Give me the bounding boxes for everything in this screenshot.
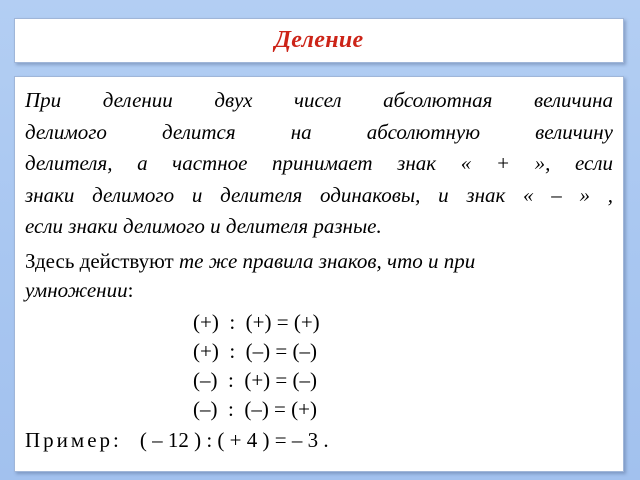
slide-title: Деление [274, 27, 364, 53]
sign-rule: (–) : (+) = (–) [193, 367, 317, 392]
rule-intro-part1: Здесь действуют [25, 248, 179, 273]
rule-intro-part2: те же правила знаков, что и при [178, 248, 476, 273]
sign-rule: (+) : (–) = (–) [193, 338, 317, 363]
sign-rule: (–) : (–) = (+) [193, 396, 317, 421]
example-line [25, 426, 613, 455]
sign-rule: (+) : (+) = (+) [193, 309, 320, 334]
paragraph-line: При делении двух чисел абсолютная величина [25, 88, 613, 112]
content-box [14, 76, 624, 472]
paragraph-line: если знаки делимого и делителя разные. [25, 214, 382, 238]
rule-intro [25, 247, 613, 305]
rule-intro-part3: умножении [25, 277, 128, 302]
example-label: Пример: [25, 427, 122, 452]
rule-paragraph [25, 85, 613, 243]
rule-intro-part4: : [127, 277, 134, 302]
sign-rules [193, 308, 613, 424]
title-box [14, 18, 624, 63]
example-expression: ( – 12 ) : ( + 4 ) = – 3 . [139, 427, 329, 452]
paragraph-line: делителя, а частное принимает знак « + », если [25, 151, 613, 175]
paragraph-line: знаки делимого и делителя одинаковы, и знак « – » , [25, 182, 613, 207]
paragraph-line: делимого делится на абсолютную величину [25, 119, 613, 144]
